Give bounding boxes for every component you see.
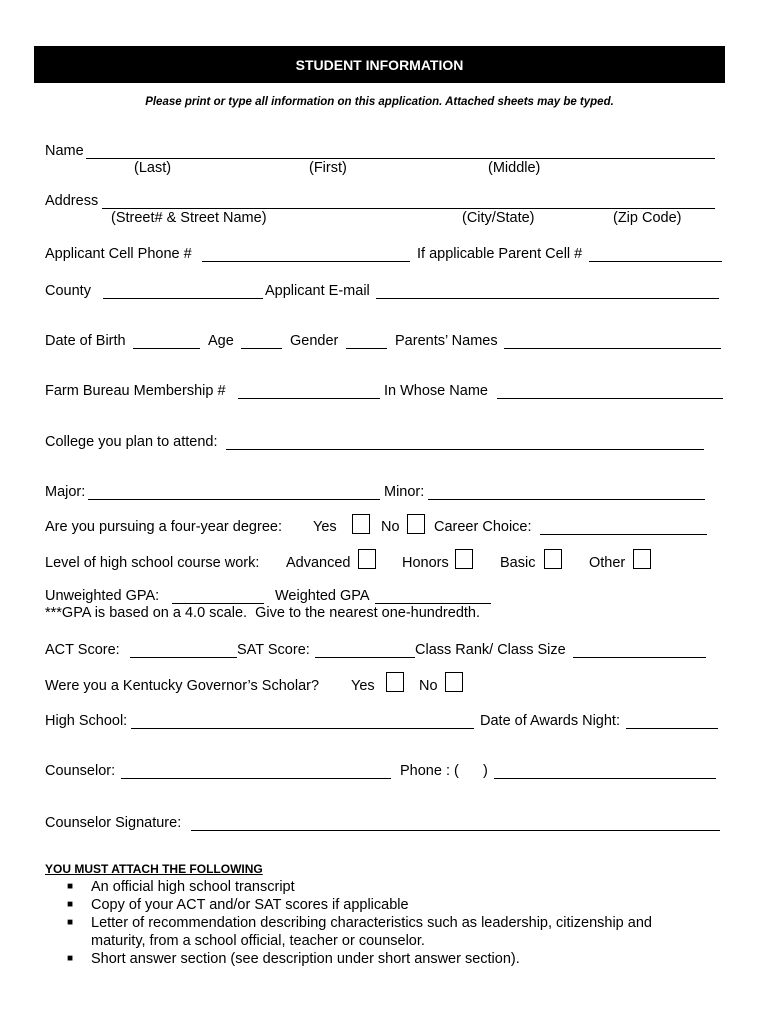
list-item-text: Letter of recommendation describing characteristics such as leadership, citizenship and maturity, from a school official, teacher or counselor. [91, 915, 652, 949]
list-item [65, 914, 705, 950]
address-label: Address [45, 193, 99, 209]
dob-field[interactable] [133, 348, 200, 349]
instructions-text: Please print or type all information on this application. Attached sheets may be typed. [145, 96, 614, 108]
counselor-label: Counselor: [45, 763, 116, 779]
honors-label: Honors [402, 555, 449, 571]
counselor-signature-label: Counselor Signature: [45, 815, 182, 831]
class-rank-field[interactable] [573, 657, 706, 658]
name-middle-caption: (Middle) [488, 160, 541, 176]
list-item [65, 878, 705, 896]
high-school-field[interactable] [131, 728, 474, 729]
governor-yes-checkbox[interactable] [386, 672, 404, 692]
farm-bureau-field[interactable] [238, 398, 380, 399]
name-field[interactable] [86, 158, 715, 159]
awards-night-label: Date of Awards Night: [480, 713, 620, 729]
attach-list [65, 878, 705, 968]
email-field[interactable] [376, 298, 719, 299]
bullet-icon: ■ [67, 899, 74, 910]
email-label: Applicant E-mail [265, 283, 370, 299]
coursework-question: Level of high school course work: [45, 555, 260, 571]
counselor-signature-field[interactable] [191, 830, 720, 831]
section-header [34, 46, 725, 83]
sat-score-label: SAT Score: [237, 642, 310, 658]
farm-bureau-label: Farm Bureau Membership # [45, 383, 226, 399]
dob-label: Date of Birth [45, 333, 126, 349]
parent-cell-field[interactable] [589, 261, 722, 262]
address-zip-caption: (Zip Code) [613, 210, 682, 226]
applicant-cell-label: Applicant Cell Phone # [45, 246, 192, 262]
county-label: County [45, 283, 91, 299]
gender-label: Gender [290, 333, 339, 349]
governor-yes-label: Yes [351, 678, 375, 694]
list-item-text: Copy of your ACT and/or SAT scores if applicable [91, 897, 409, 913]
counselor-phone-label: Phone : ( [400, 763, 459, 779]
minor-field[interactable] [428, 499, 705, 500]
major-label: Major: [45, 484, 86, 500]
four-year-question: Are you pursuing a four-year degree: [45, 519, 282, 535]
basic-checkbox[interactable] [544, 549, 562, 569]
name-label: Name [45, 143, 84, 159]
awards-night-field[interactable] [626, 728, 718, 729]
list-item-text: Short answer section (see description under short answer section). [91, 951, 520, 967]
governor-no-label: No [419, 678, 438, 694]
applicant-cell-field[interactable] [202, 261, 410, 262]
list-item-text: An official high school transcript [91, 879, 295, 895]
basic-label: Basic [500, 555, 536, 571]
bullet-icon: ■ [67, 953, 74, 964]
other-label: Other [589, 555, 626, 571]
high-school-label: High School: [45, 713, 128, 729]
honors-checkbox[interactable] [455, 549, 473, 569]
whose-name-label: In Whose Name [384, 383, 488, 399]
address-field[interactable] [102, 208, 715, 209]
act-score-field[interactable] [130, 657, 237, 658]
act-score-label: ACT Score: [45, 642, 120, 658]
section-title: STUDENT INFORMATION [295, 56, 464, 73]
four-year-no-label: No [381, 519, 400, 535]
counselor-phone-close: ) [483, 763, 488, 779]
college-field[interactable] [226, 449, 704, 450]
gpa-note: ***GPA is based on a 4.0 scale. Give to the nearest one-hundredth. [45, 605, 481, 621]
counselor-field[interactable] [121, 778, 391, 779]
county-field[interactable] [103, 298, 263, 299]
name-last-caption: (Last) [134, 160, 172, 176]
age-field[interactable] [241, 348, 282, 349]
unweighted-gpa-label: Unweighted GPA: [45, 588, 160, 604]
bullet-icon: ■ [67, 917, 74, 928]
bullet-icon: ■ [67, 881, 74, 892]
minor-label: Minor: [384, 484, 425, 500]
list-item [65, 950, 705, 968]
name-first-caption: (First) [309, 160, 347, 176]
weighted-gpa-field[interactable] [375, 603, 491, 604]
unweighted-gpa-field[interactable] [172, 603, 264, 604]
four-year-yes-checkbox[interactable] [352, 514, 370, 534]
parent-cell-label: If applicable Parent Cell # [417, 246, 583, 262]
whose-name-field[interactable] [497, 398, 723, 399]
career-choice-field[interactable] [540, 534, 707, 535]
list-item [65, 896, 705, 914]
career-choice-label: Career Choice: [434, 519, 532, 535]
attach-title: YOU MUST ATTACH THE FOLLOWING [45, 862, 263, 876]
governor-scholar-question: Were you a Kentucky Governor’s Scholar? [45, 678, 320, 694]
four-year-yes-label: Yes [313, 519, 337, 535]
weighted-gpa-label: Weighted GPA [275, 588, 370, 604]
major-field[interactable] [88, 499, 380, 500]
age-label: Age [208, 333, 234, 349]
sat-score-field[interactable] [315, 657, 415, 658]
address-city-caption: (City/State) [462, 210, 535, 226]
counselor-phone-field[interactable] [494, 778, 716, 779]
class-rank-label: Class Rank/ Class Size [415, 642, 566, 658]
gender-field[interactable] [346, 348, 387, 349]
four-year-no-checkbox[interactable] [407, 514, 425, 534]
college-label: College you plan to attend: [45, 434, 218, 450]
governor-no-checkbox[interactable] [445, 672, 463, 692]
advanced-label: Advanced [286, 555, 351, 571]
parents-names-field[interactable] [504, 348, 721, 349]
advanced-checkbox[interactable] [358, 549, 376, 569]
other-checkbox[interactable] [633, 549, 651, 569]
parents-names-label: Parents’ Names [395, 333, 498, 349]
address-street-caption: (Street# & Street Name) [111, 210, 267, 226]
